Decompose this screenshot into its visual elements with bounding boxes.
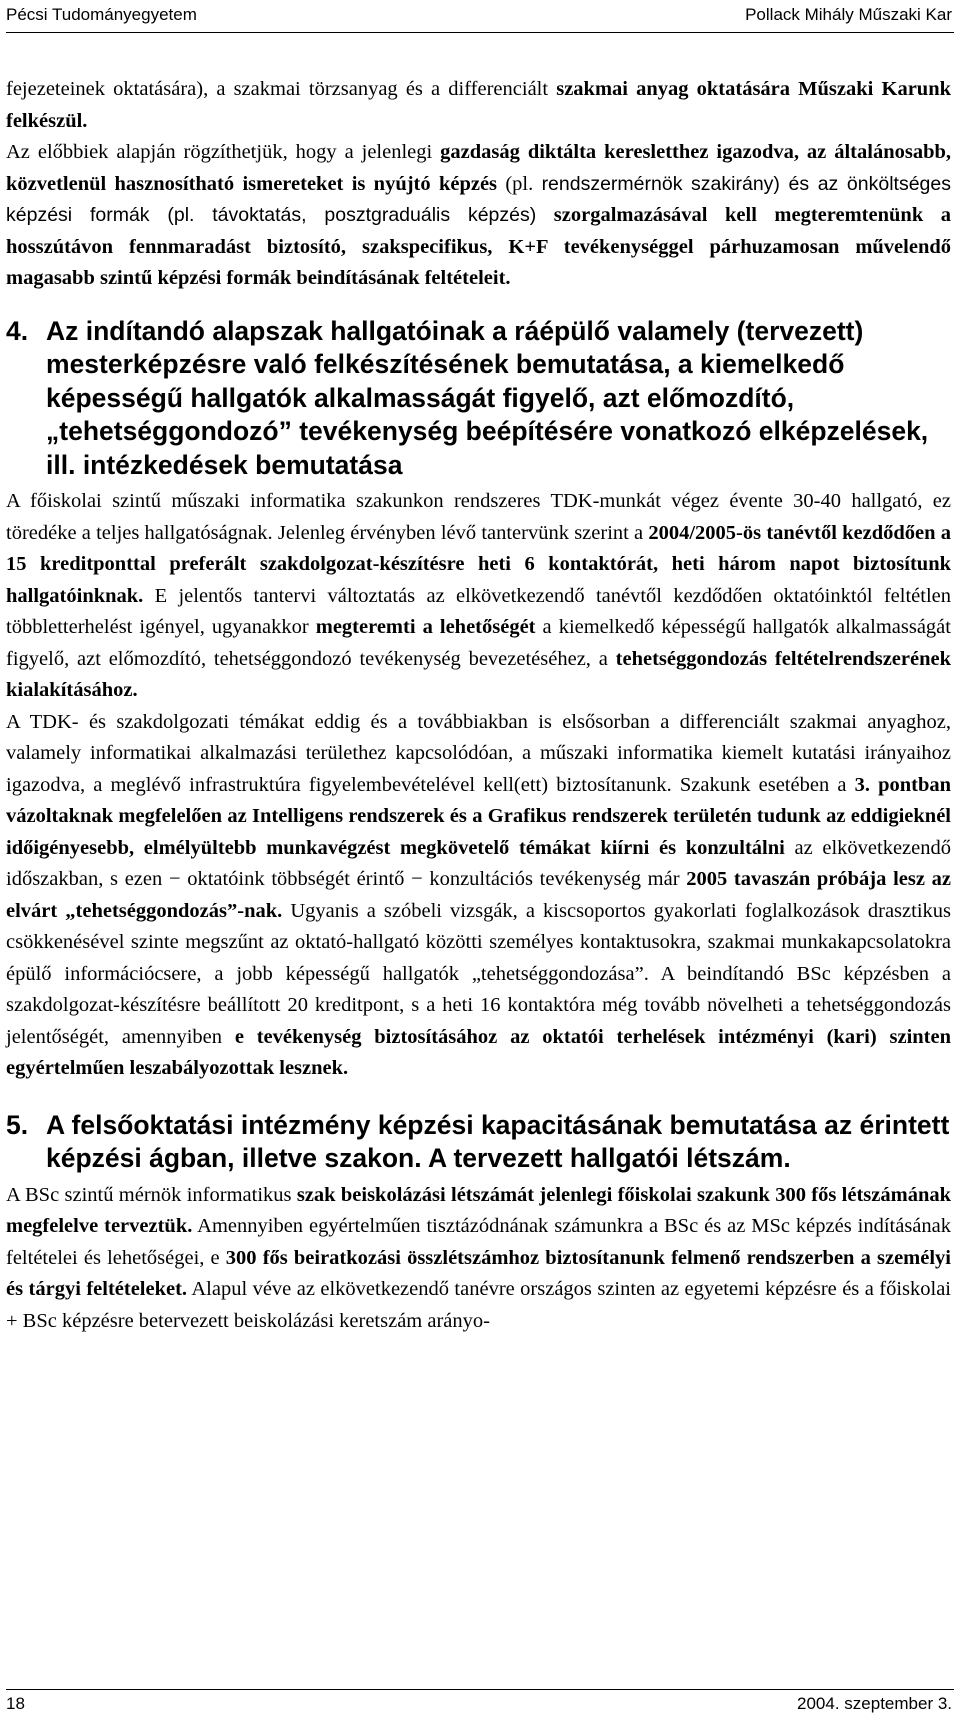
p5-text-4: Alapul véve az elkövetkezendő tanévre országos szinten az egyetemi képzésre és a főiskolai + BSc képzésre betervezett beiskolázási keretszám arányo- [6, 1278, 951, 1332]
paragraph-topics [6, 707, 951, 1085]
p2-bold-5: szorgalmazásával kell megteremtenünk a hosszútávon fennmaradást biztosító, szakspecifikus, K+F tevékenységgel párhuzamosan művelendő magasabb szintű képzési formák beindításának feltételeit. [6, 204, 951, 289]
p1-text-0: fejezeteinek oktatására), a szakmai törzsanyag és a differenciált [6, 78, 557, 100]
p4-text-2: az elkövetkezendő időszakban, s ezen − oktatóink többségét érintő − konzultációs tevékenység már [6, 836, 951, 890]
p2-text-4 [536, 204, 554, 226]
section-5-number: 5. [6, 1109, 29, 1140]
p2-text-2: (pl. [497, 172, 542, 195]
p4-text-0: A TDK- és szakdolgozati témákat eddig és a továbbiakban is elsősorban a differenciált szakmai anyaghoz, valamely informatikai alkalmazási területhez kapcsolódóan, a műszaki informatika kiemelt kutatási irányaihoz igazodva, a meglévő infrastruktúra figyelembevételével kell(ett) biztosítanunk. Szakunk esetében a [6, 710, 951, 796]
p2-sans-3: rendszermérnök szakirány) és az önköltséges képzési formák (pl. távoktatás, posztgraduális képzés) [6, 172, 951, 226]
p3-bold-3: megteremti a lehetőségét [315, 616, 536, 638]
header-rule [6, 32, 954, 33]
p5-bold-3: 300 fős beiratkozási összlétszámhoz biztosítanunk felmenő rendszerben a személyi és tárgyi feltételeket. [6, 1246, 951, 1300]
p3-text-0: A főiskolai szintű műszaki informatika szakunkon rendszeres TDK-munkát végez évente 30-40 hallgató, ez töredéke a teljes hallgatóságnak. Jelenleg érvényben lévő tantervünk szerint a [6, 490, 951, 544]
section-4-number: 4. [6, 315, 29, 346]
p4-text-4: Ugyanis a szóbeli vizsgák, a kiscsoportos gyakorlati foglalkozások drasztikus csökkenésével szinte megszűnt az oktató-hallgató közötti személyes kontaktusokra, szakmai munkakapcsolatokra épülő információcsere, a jobb képességű hallgatók „tehetséggondozása”. A beindítandó BSc képzésben a szakdolgozat-készítésre beállított 20 kreditpont, s a heti 16 kontaktóra még tovább növelheti a tehetséggondozás jelentőségét, amennyiben [6, 899, 952, 1048]
p5-bold-1: szak beiskolázási létszámát jelenlegi főiskolai szakunk 300 fős létszámának megfelelve terveztük. [6, 1183, 952, 1237]
page-body [6, 74, 951, 1337]
section-4-title: Az indítandó alapszak hallgatóinak a ráépülő valamely (tervezett) mesterképzésre való felkészítésének bemutatása, a kiemelkedő képességű hallgatók alkalmasságát figyelő, azt előmozdító, „tehetséggondozó” tevékenység beépítésére vonatkozó elképzelések, ill. intézkedések bemutatása [46, 315, 929, 480]
header-university: Pécsi Tudományegyetem [6, 5, 197, 24]
paragraph-tdk [6, 486, 951, 707]
p4-bold-1: 3. pontban vázoltaknak megfelelően az Intelligens rendszerek és a Grafikus rendszerek területén tudunk az eddigieknél időigényesebb, elmélyültebb munkavégzést megkövetelő témákat kiírni és konzultálni [6, 773, 951, 859]
footer-date: 2004. szeptember 3. [797, 1694, 952, 1713]
p4-bold-3: 2005 tavaszán próbája lesz az elvárt „tehetséggondozás”-nak. [6, 868, 951, 922]
p2-text-0: Az előbbiek alapján rögzíthetjük, hogy a jelenlegi [6, 141, 441, 163]
p5-text-2: Amennyiben egyértelműen tisztázódnának számunkra a BSc és az MSc képzés indításának feltételei és lehetőségei, e [6, 1215, 951, 1269]
page-header [0, 0, 960, 32]
section-4-heading [6, 315, 951, 483]
paragraph-capacity [6, 1180, 951, 1338]
section-5-heading [6, 1109, 951, 1176]
paragraph-economy [6, 137, 951, 295]
paragraph-intro [6, 74, 951, 137]
footer-rule [6, 1689, 954, 1690]
p3-bold-5: tehetséggondozás feltételrendszerének kialakításához. [6, 647, 951, 701]
section-5-title: A felsőoktatási intézmény képzési kapacitásának bemutatása az érintett képzési ágban, illetve szakon. A tervezett hallgatói létszám. [46, 1109, 950, 1173]
p3-text-2: E jelentős tantervi változtatás az elkövetkezendő tanévtől kezdődően oktatóinktól feltétlen többletterhelést igényel, ugyanakkor [6, 584, 951, 638]
p2-bold-1: gazdaság diktálta keresletthez igazodva, az általánosabb, közvetlenül hasznosítható ismereteket is nyújtó képzés [6, 141, 951, 195]
p5-text-0: A BSc szintű mérnök informatikus [6, 1183, 297, 1206]
header-faculty: Pollack Mihály Műszaki Kar [745, 5, 952, 24]
p4-bold-5: e tevékenység biztosításához az oktatói terhelések intézményi (kari) szinten egyértelműen leszabályozottak lesznek. [6, 1025, 951, 1079]
footer-page-number: 18 [6, 1694, 25, 1713]
p1-bold-1: szakmai anyag oktatására Műszaki Karunk felkészül. [6, 78, 951, 132]
p3-text-4: a kiemelkedő képességű hallgatók alkalmasságát figyelő, azt előmozdító, tehetséggondozó tevékenység bevezetéséhez, a [6, 616, 951, 670]
p3-bold-1: 2004/2005-ös tanévtől kezdődően a 15 kreditponttal preferált szakdolgozat-készítésre heti 6 kontaktórát, heti három napot biztosítunk hallgatóinknak. [6, 521, 951, 607]
